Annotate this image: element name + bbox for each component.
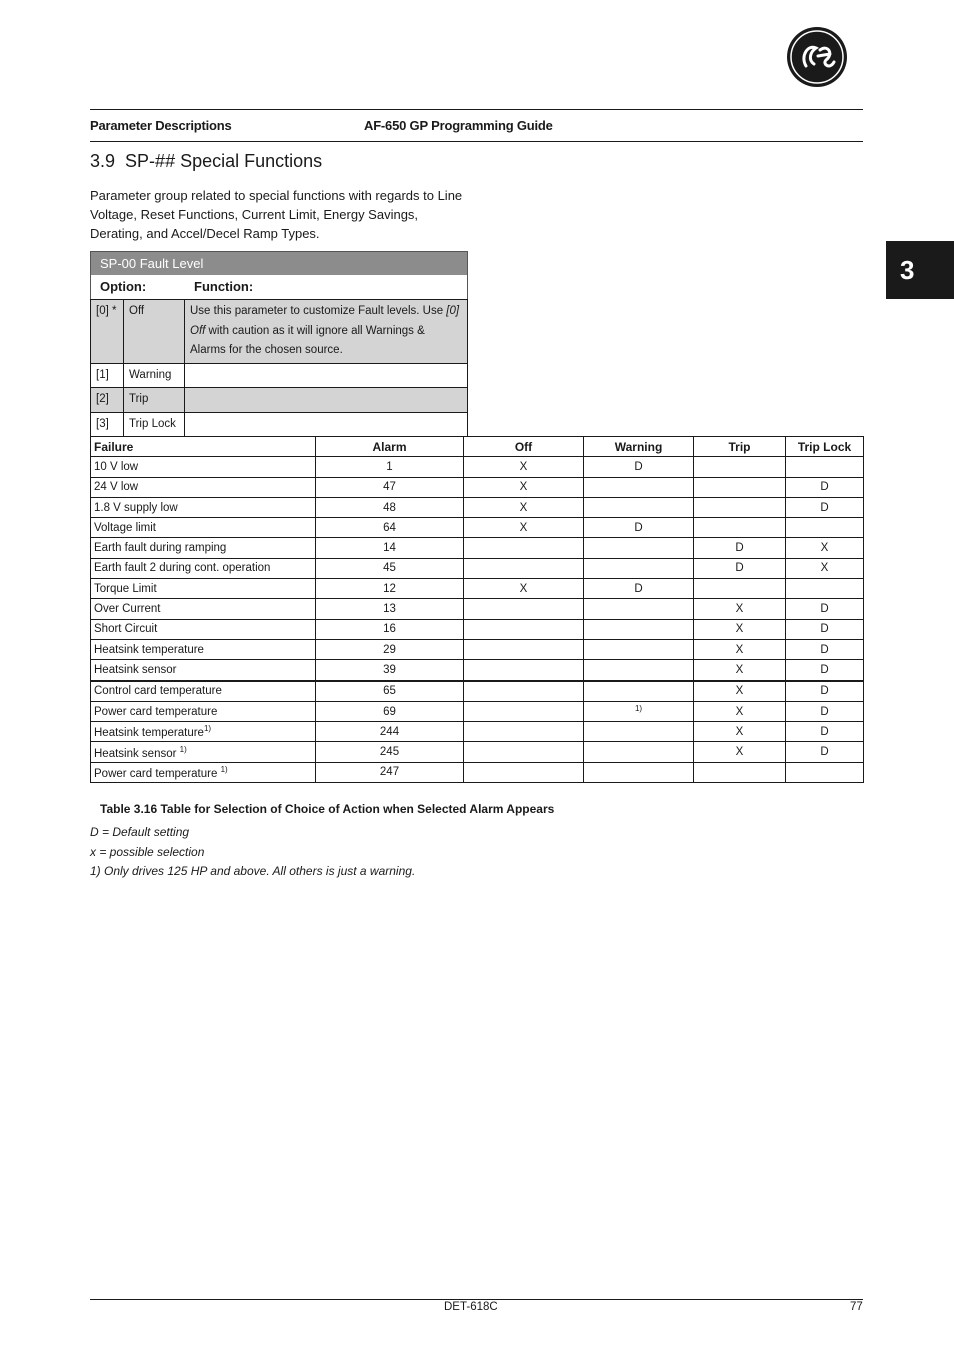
table-row: [91, 518, 864, 538]
warning-cell: [584, 701, 694, 721]
col-header-failure: Failure: [91, 437, 316, 457]
footnote-marker: 1): [220, 764, 228, 774]
trip-lock-cell-text: D: [820, 663, 829, 676]
option-row: [91, 363, 468, 388]
table-header-row: [91, 437, 864, 457]
failure-name: [91, 762, 316, 782]
failure-name-text: 24 V low: [94, 481, 139, 494]
failure-name: [91, 701, 316, 721]
alarm-number-text: 16: [383, 623, 396, 636]
alarm-number-text: 64: [383, 521, 396, 534]
table-row: [91, 599, 864, 619]
off-cell-text: X: [519, 582, 528, 595]
col-header-trip-lock: Trip Lock: [786, 437, 864, 457]
footnote-marker: 1): [634, 703, 643, 713]
warning-cell-text: D: [634, 582, 643, 595]
trip-lock-cell-text: D: [820, 603, 829, 616]
warning-cell: [584, 742, 694, 762]
table-row: [91, 477, 864, 497]
trip-lock-cell-text: D: [820, 725, 829, 738]
failure-name: [91, 518, 316, 538]
failure-name-text: Over Current: [94, 603, 161, 616]
failure-name-text: Control card temperature: [94, 685, 222, 698]
failure-name-text: Earth fault 2 during cont. operation: [94, 562, 271, 575]
option-name: Trip Lock: [124, 412, 185, 437]
note-possible: x = possible selection: [90, 845, 205, 859]
header-guide-title: AF-650 GP Programming Guide: [364, 118, 553, 133]
trip-cell: [694, 477, 786, 497]
alarm-number-text: 47: [383, 481, 396, 494]
parameter-subheader: [90, 275, 468, 299]
alarm-number: [316, 497, 464, 517]
trip-cell: [694, 762, 786, 782]
header-rule-top: [90, 109, 863, 110]
failure-name: [91, 742, 316, 762]
off-cell: [464, 619, 584, 639]
trip-cell: [694, 639, 786, 659]
table-row: [91, 457, 864, 477]
trip-lock-cell: [786, 599, 864, 619]
trip-cell-text: X: [735, 663, 744, 676]
trip-cell: [694, 579, 786, 599]
trip-lock-cell: [786, 742, 864, 762]
trip-cell: [694, 619, 786, 639]
parameter-box: [90, 251, 468, 437]
warning-cell: [584, 457, 694, 477]
trip-lock-cell-text: D: [820, 685, 829, 698]
alarm-number-text: 247: [379, 766, 400, 779]
footnote-marker: 1): [179, 744, 187, 754]
alarm-number: [316, 538, 464, 558]
trip-lock-cell: [786, 762, 864, 782]
trip-cell-text: X: [735, 725, 744, 738]
trip-lock-cell-text: X: [820, 562, 829, 575]
alarm-number-text: 13: [383, 603, 396, 616]
trip-cell: [694, 660, 786, 681]
option-description: [185, 388, 468, 413]
alarm-number: [316, 722, 464, 742]
option-code: [2]: [91, 388, 124, 413]
alarm-number: [316, 579, 464, 599]
off-cell-text: X: [519, 460, 528, 473]
option-name: Trip: [124, 388, 185, 413]
trip-cell: [694, 722, 786, 742]
alarm-number: [316, 742, 464, 762]
trip-cell-text: X: [735, 603, 744, 616]
col-header-off: Off: [464, 437, 584, 457]
header-rule-bottom: [90, 141, 863, 142]
options-table: [90, 299, 468, 437]
footer-doc-code: DET-618C: [444, 1301, 498, 1313]
chapter-tab: 3: [886, 241, 954, 299]
failure-name-text: Heatsink sensor: [94, 747, 180, 760]
failure-name: [91, 660, 316, 681]
table-row: [91, 722, 864, 742]
trip-cell-text: D: [735, 562, 744, 575]
table-row: [91, 701, 864, 721]
off-cell: [464, 558, 584, 578]
trip-cell: [694, 558, 786, 578]
section-number: 3.9: [90, 151, 116, 171]
warning-cell: [584, 538, 694, 558]
off-cell: [464, 579, 584, 599]
option-description: [185, 412, 468, 437]
alarm-number: [316, 639, 464, 659]
failure-action-table: [90, 436, 864, 783]
section-title: SP-## Special Functions: [125, 151, 323, 171]
off-cell: [464, 477, 584, 497]
warning-cell: [584, 558, 694, 578]
table-row: [91, 579, 864, 599]
failure-name: [91, 538, 316, 558]
off-cell: [464, 742, 584, 762]
trip-cell-text: X: [735, 746, 744, 759]
alarm-number: [316, 477, 464, 497]
footer-rule: [90, 1299, 863, 1300]
desc-text: with caution as it will ignore all Warnings & Alarms for the chosen source.: [190, 324, 425, 356]
trip-cell: [694, 681, 786, 702]
option-description: [185, 363, 468, 388]
off-cell: [464, 538, 584, 558]
trip-cell: [694, 742, 786, 762]
alarm-number: [316, 762, 464, 782]
off-cell-text: X: [519, 481, 528, 494]
desc-emphasis: [0] Off: [190, 305, 460, 337]
trip-cell: [694, 701, 786, 721]
option-code: [1]: [91, 363, 124, 388]
warning-cell-text: D: [634, 460, 643, 473]
table-row: [91, 497, 864, 517]
option-code: [0] *: [91, 300, 124, 364]
failure-name-text: Heatsink temperature: [94, 643, 204, 656]
off-cell: [464, 497, 584, 517]
desc-text: Use this parameter to customize Fault levels. Use: [190, 305, 447, 317]
trip-lock-cell-text: D: [820, 481, 829, 494]
alarm-number-text: 12: [383, 582, 396, 595]
alarm-number-text: 45: [383, 562, 396, 575]
table-row: [91, 558, 864, 578]
option-row: [91, 300, 468, 364]
failure-name: [91, 599, 316, 619]
alarm-number-text: 14: [383, 542, 396, 555]
alarm-number-text: 29: [383, 643, 396, 656]
failure-name: [91, 639, 316, 659]
trip-lock-cell: [786, 639, 864, 659]
warning-cell: [584, 762, 694, 782]
alarm-number: [316, 701, 464, 721]
alarm-number-text: 65: [383, 685, 396, 698]
off-cell: [464, 639, 584, 659]
off-cell-text: X: [519, 521, 528, 534]
table-row: [91, 639, 864, 659]
failure-name-text: Heatsink temperature: [94, 727, 204, 740]
option-row: [91, 412, 468, 437]
warning-cell: [584, 518, 694, 538]
alarm-number: [316, 599, 464, 619]
table-row: [91, 660, 864, 681]
trip-cell: [694, 457, 786, 477]
trip-lock-cell: [786, 579, 864, 599]
off-cell: [464, 457, 584, 477]
warning-cell: [584, 497, 694, 517]
option-code: [3]: [91, 412, 124, 437]
off-cell: [464, 599, 584, 619]
table-caption: Table 3.16 Table for Selection of Choice of Action when Selected Alarm Appears: [100, 802, 555, 816]
table-row: [91, 538, 864, 558]
off-cell: [464, 660, 584, 681]
warning-cell: [584, 681, 694, 702]
ge-logo: [786, 26, 848, 88]
trip-lock-cell: [786, 701, 864, 721]
trip-lock-cell-text: D: [820, 705, 829, 718]
trip-cell-text: X: [735, 623, 744, 636]
trip-cell-text: D: [735, 542, 744, 555]
trip-lock-cell: [786, 558, 864, 578]
warning-cell-text: D: [634, 521, 643, 534]
off-cell: [464, 701, 584, 721]
failure-name-text: Power card temperature: [94, 767, 221, 780]
alarm-number: [316, 681, 464, 702]
warning-cell: [584, 477, 694, 497]
alarm-number-text: 245: [379, 746, 400, 759]
intro-paragraph: Parameter group related to special functions with regards to Line Voltage, Reset Functions, Current Limit, Energy Savings, Derating, and Accel/Decel Ramp Types.: [90, 188, 463, 241]
alarm-number: [316, 619, 464, 639]
trip-cell-text: X: [735, 643, 744, 656]
warning-cell: [584, 619, 694, 639]
trip-lock-cell-text: D: [820, 746, 829, 759]
table-row: [91, 619, 864, 639]
failure-name-text: 1.8 V supply low: [94, 501, 178, 514]
trip-cell: [694, 599, 786, 619]
col-header-trip: Trip: [694, 437, 786, 457]
note-default: D = Default setting: [90, 825, 190, 839]
alarm-number: [316, 660, 464, 681]
off-cell: [464, 762, 584, 782]
warning-cell: [584, 579, 694, 599]
parameter-title: SP-00 Fault Level: [90, 251, 468, 275]
table-row: [91, 681, 864, 702]
trip-cell-text: X: [735, 685, 744, 698]
off-cell: [464, 518, 584, 538]
alarm-number-text: 39: [383, 663, 396, 676]
alarm-number: [316, 558, 464, 578]
warning-cell: [584, 722, 694, 742]
trip-lock-cell: [786, 619, 864, 639]
option-name: Off: [124, 300, 185, 364]
failure-name-text: Torque Limit: [94, 582, 157, 595]
header-section-name: Parameter Descriptions: [90, 118, 232, 133]
trip-lock-cell: [786, 477, 864, 497]
table-row: [91, 762, 864, 782]
alarm-number: [316, 518, 464, 538]
warning-cell: [584, 660, 694, 681]
note-footnote: 1) Only drives 125 HP and above. All others is just a warning.: [90, 864, 416, 878]
failure-name: [91, 497, 316, 517]
trip-lock-cell-text: D: [820, 643, 829, 656]
footnote-marker: 1): [203, 724, 212, 734]
table-row: [91, 742, 864, 762]
failure-name-text: Voltage limit: [94, 521, 157, 534]
failure-name-text: Power card temperature: [94, 705, 218, 718]
section-heading: [90, 151, 322, 172]
off-cell: [464, 722, 584, 742]
failure-name: [91, 579, 316, 599]
alarm-number-text: 244: [379, 725, 400, 738]
off-cell: [464, 681, 584, 702]
trip-lock-cell: [786, 660, 864, 681]
trip-cell: [694, 538, 786, 558]
trip-cell: [694, 518, 786, 538]
trip-lock-cell: [786, 457, 864, 477]
trip-lock-cell: [786, 538, 864, 558]
option-row: [91, 388, 468, 413]
warning-cell: [584, 639, 694, 659]
alarm-number-text: 1: [386, 460, 393, 473]
trip-lock-cell: [786, 681, 864, 702]
warning-cell: [584, 599, 694, 619]
trip-lock-cell: [786, 722, 864, 742]
trip-cell-text: X: [735, 705, 744, 718]
off-cell-text: X: [519, 501, 528, 514]
col-header-alarm: Alarm: [316, 437, 464, 457]
alarm-number: [316, 457, 464, 477]
failure-name: [91, 722, 316, 742]
trip-lock-cell: [786, 518, 864, 538]
failure-name-text: Earth fault during ramping: [94, 542, 227, 555]
trip-lock-cell: [786, 497, 864, 517]
failure-name: [91, 619, 316, 639]
function-label: Function:: [194, 279, 254, 294]
trip-cell: [694, 497, 786, 517]
alarm-number-text: 48: [383, 501, 396, 514]
failure-name: [91, 457, 316, 477]
failure-name: [91, 681, 316, 702]
option-description: [185, 300, 468, 364]
footer-page-number: 77: [850, 1301, 863, 1313]
option-name: Warning: [124, 363, 185, 388]
trip-lock-cell-text: X: [820, 542, 829, 555]
failure-name-text: 10 V low: [94, 460, 139, 473]
failure-name-text: Heatsink sensor: [94, 663, 177, 676]
failure-name: [91, 558, 316, 578]
failure-name-text: Short Circuit: [94, 623, 158, 636]
trip-lock-cell-text: D: [820, 501, 829, 514]
failure-name: [91, 477, 316, 497]
alarm-number-text: 69: [383, 705, 396, 718]
option-label: Option:: [100, 279, 147, 294]
col-header-warning: Warning: [584, 437, 694, 457]
trip-lock-cell-text: D: [820, 623, 829, 636]
